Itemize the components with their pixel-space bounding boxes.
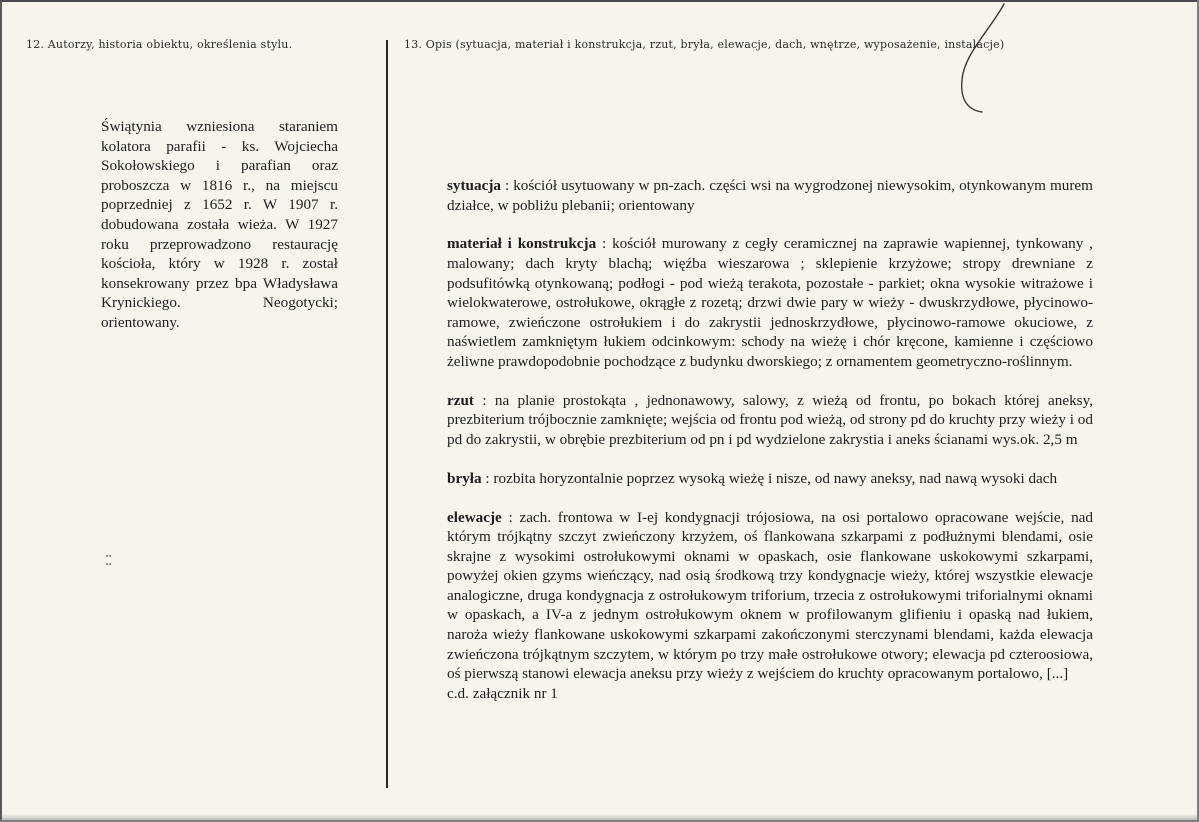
- section-text: : zach. frontowa w I-ej kondygnacji trójosiowa, na osi portalowo opracowane wejście, nad którym trójkątny szczyt zwieńczony krzyżem, oś flankowana szkarpami z podłużnymi blendami, osie skrajne z wysokimi ostrołukowymi oknami w opaskach, osie flankowane uskokowymi szkarpami, powyżej okien gzyms wieńczący, nad osią środkową trzy kondygnacje wieży, której wszystkie elewacje analogiczne, druga kondygnacja z ostrołukowym triforium, trzecia z ostrołukowymi triforialnymi oknami w opaskach, a IV-a z jednym ostrołukowym oknem w profilowanym glifieniu i opaską nad łukiem, naroża wieży flankowane uskokowymi szkarpami zakończonymi sterczynami blendami, każda elewacja zwieńczona trójkątnym szczytem, w którym po trzy małe ostrołukowe otwory; elewacja pd czteroosiowa, oś pierwszą stanowi elewacja aneksu przy wieży z wejściem do kruchty opracowanym portalowo, [...]: [447, 508, 1093, 683]
- section-label: materiał i konstrukcja: [447, 235, 597, 253]
- section-material-construction: [447, 234, 1093, 371]
- section-label: sytuacja: [447, 177, 501, 194]
- continuation-note: c.d. załącznik nr 1: [447, 684, 558, 702]
- right-column-header: 13. Opis (sytuacja, materiał i konstrukcja, rzut, bryła, elewacje, dach, wnętrze, wyposażenie, instalacje): [404, 38, 1005, 51]
- section-elevations: [447, 508, 1093, 703]
- left-column-header: 12. Autorzy, historia obiektu, określenia stylu.: [26, 38, 293, 51]
- column-divider: [386, 40, 388, 788]
- pen-mark-icon: [942, 2, 1022, 122]
- section-plan: [447, 391, 1093, 450]
- section-text: : kościół murowany z cegły ceramicznej na zaprawie wapiennej, tynkowany , malowany; dach kryty blachą; więźba wieszarowa ; sklepienie krzyżowe; stropy drewniane z podsufitówką otynkowaną; podłogi - pod wieżą terakota, pozostałe - parkiet; okna wysokie witrażowe i wielokwaterowe, ostrołukowe, okrągłe z rozetą; drzwi dwie pary w wieży - dwuskrzydłowe, płycinowo-ramowe, zwieńczone ostrołukiem i do zakrystii jednoskrzydłowe, płycinowo-ramowe okuciowe, z naświetlem zamkniętym łukiem odcinkowym: schody na wieżę i chór kręcone, kamienne i częściowo żeliwne prawdopodobnie pochodzące z budynku dworskiego; z ornamentem geometryczno-roślinnym.: [447, 235, 1093, 370]
- section-situation: [447, 176, 1093, 215]
- history-text: Świątynia wzniesiona staraniem kolatora parafii - ks. Wojciecha Sokołowskiego i parafian oraz proboszcza w 1816 r., na miejscu poprzedniej z 1652 r. W 1907 r. dobudowana została wieża. W 1927 roku przeprowadzono restaurację kościoła, który w 1928 r. został konsekrowany przez bpa Władysława Krynickiego. Neogotycki; orientowany.: [101, 118, 338, 331]
- section-massing: [447, 469, 1093, 489]
- margin-mark-icon: ⁚⁚: [105, 554, 112, 569]
- section-label: bryła: [447, 469, 482, 487]
- section-label: rzut: [447, 391, 474, 409]
- section-label: elewacje: [447, 508, 502, 526]
- section-text: : kościół usytuowany w pn-zach. części wsi na wygrodzonej niewysokim, otynkowanym murem działce, w pobliżu plebanii; orientowany: [447, 177, 1093, 214]
- description-sections: [447, 176, 1093, 703]
- section-text: : na planie prostokąta , jednonawowy, salowy, z wieżą od frontu, po bokach której aneksy, prezbiterium trójbocznie zamknięte; wejścia od frontu pod wieżą, od strony pd do kruchty przy wieży i od pd do zakrystii, w obrębie prezbiterium od pn i pd wydzielone zakrystia i aneks ścianami wys.ok. 2,5 m: [447, 391, 1093, 448]
- section-text: : rozbita horyzontalnie poprzez wysoką wieżę i nisze, od nawy aneksy, nad nawą wysoki dach: [481, 469, 1058, 487]
